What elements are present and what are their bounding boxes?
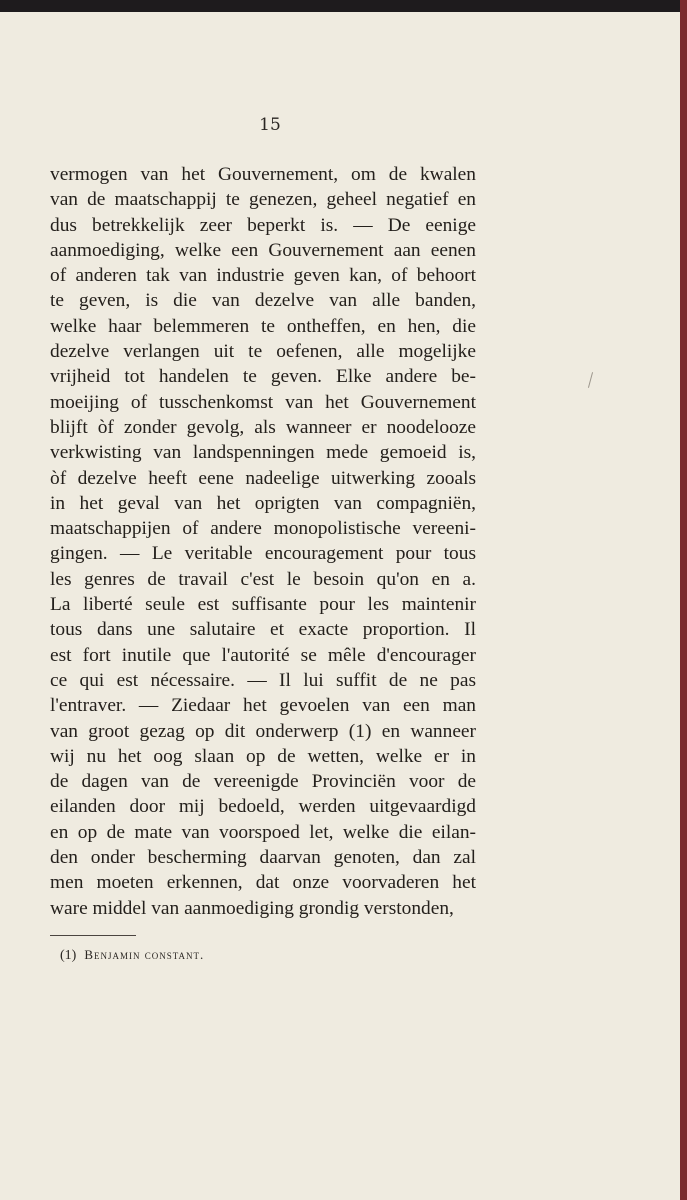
text-line: ce qui est nécessaire. — Il lui suffit de ne pas	[50, 669, 476, 691]
text-line: dezelve verlangen uit te oefenen, alle mogelijke	[50, 341, 476, 363]
text-line: maatschappijen of andere monopolistische vereeni-	[50, 518, 476, 540]
text-line: van groot gezag op dit onderwerp (1) en wanneer	[50, 720, 476, 742]
text-line: den onder bescherming daarvan genoten, dan zal	[50, 847, 476, 869]
text-line: men moeten erkennen, dat onze voorvaderen het	[50, 872, 476, 894]
text-line: les genres de travail c'est le besoin qu'on en a.	[50, 568, 476, 590]
text-line: blijft òf zonder gevolg, als wanneer er noodelooze	[50, 416, 476, 438]
text-line: òf dezelve heeft eene nadeelige uitwerking zooals	[50, 467, 476, 489]
footnote-text: Benjamin constant.	[84, 947, 205, 962]
text-line: ware middel van aanmoediging grondig verstonden,	[50, 897, 454, 919]
text-line: est fort inutile que l'autorité se mêle d'encourager	[50, 644, 476, 666]
text-line: welke haar belemmeren te ontheffen, en hen, die	[50, 315, 476, 337]
text-line: eilanden door mij bedoeld, werden uitgevaardigd	[50, 796, 476, 818]
text-line: van de maatschappij te genezen, geheel negatief en	[50, 189, 476, 211]
text-line: l'entraver. — Ziedaar het gevoelen van een man	[50, 695, 476, 717]
book-edge	[680, 0, 687, 1200]
text-line: en op de mate van voorspoed let, welke die eilan-	[50, 821, 476, 843]
book-page	[0, 12, 680, 1200]
text-line: aanmoediging, welke een Gouvernement aan eenen	[50, 239, 476, 261]
text-line: gingen. — Le veritable encouragement pour tous	[50, 543, 476, 565]
footnote-rule	[50, 935, 136, 936]
text-line: tous dans une salutaire et exacte proportion. Il	[50, 619, 476, 641]
footnote-marker: (1)	[60, 948, 77, 963]
margin-mark	[588, 372, 593, 388]
page-number: 15	[259, 115, 281, 135]
text-line: verkwisting van landspenningen mede gemoeid is,	[50, 442, 476, 464]
scan-top-border	[0, 0, 687, 12]
text-line: La liberté seule est suffisante pour les maintenir	[50, 594, 476, 616]
text-line: moeijing of tusschenkomst van het Gouvernement	[50, 391, 476, 413]
text-line: in het geval van het oprigten van compagniën,	[50, 492, 476, 514]
text-line: wij nu het oog slaan op de wetten, welke er in	[50, 745, 476, 767]
body-text	[50, 162, 476, 921]
text-line: vrijheid tot handelen te geven. Elke andere be-	[50, 366, 476, 388]
text-line: te geven, is die van dezelve van alle banden,	[50, 290, 476, 312]
text-line: dus betrekkelijk zeer beperkt is. — De eenige	[50, 214, 476, 236]
text-line: de dagen van de vereenigde Provinciën voor de	[50, 771, 476, 793]
footnote	[60, 947, 204, 964]
text-line: vermogen van het Gouvernement, om de kwalen	[50, 164, 476, 185]
text-line: of anderen tak van industrie geven kan, of behoort	[50, 265, 476, 287]
